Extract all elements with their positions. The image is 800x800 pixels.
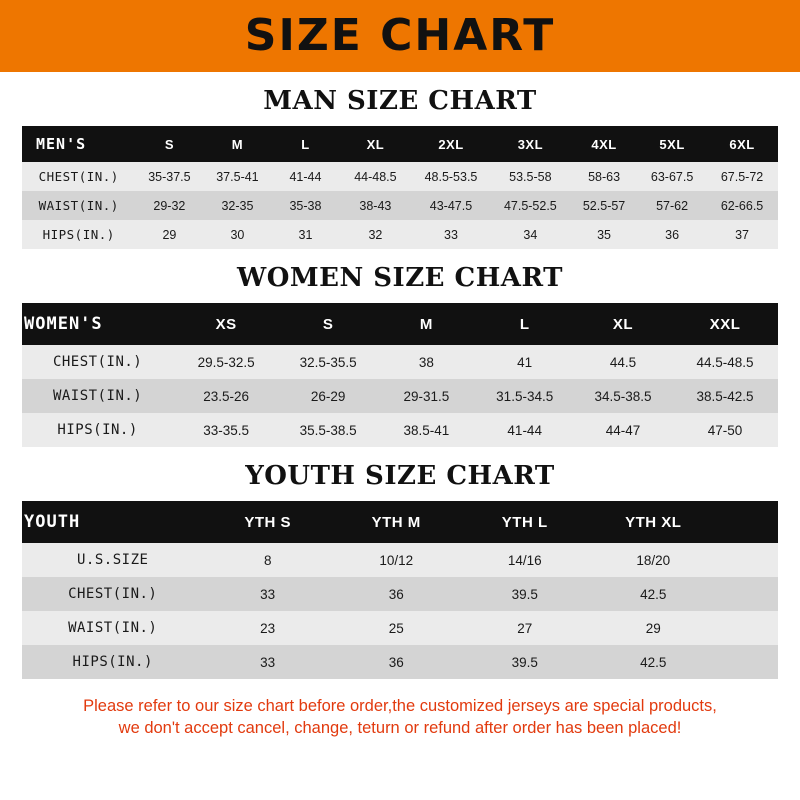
table-row (22, 543, 778, 577)
cell: 42.5 (589, 577, 718, 611)
row-label: CHEST(IN.) (22, 345, 173, 379)
cell: 10/12 (332, 543, 461, 577)
banner (0, 0, 800, 72)
cell: 42.5 (589, 645, 718, 679)
cell: 18/20 (589, 543, 718, 577)
youth-size-table (22, 501, 778, 679)
cell: 41-44 (271, 162, 339, 191)
header-cell-m: M (377, 303, 475, 345)
cell: 36 (638, 220, 706, 249)
header-cell-yth-xl: YTH XL (589, 501, 718, 543)
women-size-table (22, 303, 778, 447)
cell: 29.5-32.5 (173, 345, 279, 379)
cell: 62-66.5 (706, 191, 778, 220)
table-row (22, 191, 778, 220)
cell: 23 (203, 611, 332, 645)
row-label: CHEST(IN.) (22, 162, 135, 191)
cell: 47.5-52.5 (491, 191, 570, 220)
man-size-table (22, 126, 778, 249)
cell: 38-43 (339, 191, 411, 220)
women-section-title: WOMEN SIZE CHART (237, 263, 563, 293)
header-cell-yth-s: YTH S (203, 501, 332, 543)
cell: 41 (476, 345, 574, 379)
header-cell-label: WOMEN'S (22, 303, 173, 345)
cell: 43-47.5 (411, 191, 490, 220)
header-cell-spacer (718, 501, 779, 543)
table-row (22, 220, 778, 249)
row-label: HIPS(IN.) (22, 413, 173, 447)
cell: 8 (203, 543, 332, 577)
header-cell-4xl: 4XL (570, 126, 638, 162)
cell: 30 (203, 220, 271, 249)
cell: 38.5-41 (377, 413, 475, 447)
cell: 29-32 (135, 191, 203, 220)
footer-line-1: Please refer to our size chart before order,the customized jerseys are special products, (83, 697, 717, 715)
cell: 29-31.5 (377, 379, 475, 413)
cell: 35 (570, 220, 638, 249)
header-cell-m: M (203, 126, 271, 162)
table-row (22, 577, 778, 611)
cell: 39.5 (460, 577, 589, 611)
header-cell-2xl: 2XL (411, 126, 490, 162)
cell: 36 (332, 577, 461, 611)
cell: 38 (377, 345, 475, 379)
cell: 26-29 (279, 379, 377, 413)
cell: 41-44 (476, 413, 574, 447)
youth-section-title: YOUTH SIZE CHART (245, 461, 555, 491)
header-cell-label: YOUTH (22, 501, 203, 543)
cell: 29 (589, 611, 718, 645)
cell: 67.5-72 (706, 162, 778, 191)
table-row (22, 413, 778, 447)
cell: 52.5-57 (570, 191, 638, 220)
header-cell-s: S (279, 303, 377, 345)
cell: 33 (411, 220, 490, 249)
cell: 53.5-58 (491, 162, 570, 191)
cell: 44-48.5 (339, 162, 411, 191)
cell-spacer (718, 543, 779, 577)
footer-note (22, 695, 778, 740)
cell: 63-67.5 (638, 162, 706, 191)
header-cell-xl: XL (574, 303, 672, 345)
header-cell-yth-m: YTH M (332, 501, 461, 543)
cell-spacer (718, 577, 779, 611)
header-cell-yth-l: YTH L (460, 501, 589, 543)
row-label: HIPS(IN.) (22, 645, 203, 679)
cell: 44.5-48.5 (672, 345, 778, 379)
cell-spacer (718, 611, 779, 645)
header-cell-xl: XL (339, 126, 411, 162)
cell: 58-63 (570, 162, 638, 191)
page-title: SIZE CHART (244, 10, 556, 61)
cell: 33-35.5 (173, 413, 279, 447)
cell: 27 (460, 611, 589, 645)
header-cell-l: L (271, 126, 339, 162)
table-row (22, 611, 778, 645)
cell: 34 (491, 220, 570, 249)
cell: 38.5-42.5 (672, 379, 778, 413)
cell-spacer (718, 645, 779, 679)
cell: 39.5 (460, 645, 589, 679)
row-label: WAIST(IN.) (22, 379, 173, 413)
cell: 44-47 (574, 413, 672, 447)
table-row (22, 645, 778, 679)
cell: 34.5-38.5 (574, 379, 672, 413)
table-header-row (22, 303, 778, 345)
header-cell-l: L (476, 303, 574, 345)
cell: 57-62 (638, 191, 706, 220)
cell: 32-35 (203, 191, 271, 220)
row-label: WAIST(IN.) (22, 191, 135, 220)
table-header-row (22, 501, 778, 543)
header-cell-3xl: 3XL (491, 126, 570, 162)
cell: 32.5-35.5 (279, 345, 377, 379)
header-cell-xs: XS (173, 303, 279, 345)
cell: 35.5-38.5 (279, 413, 377, 447)
table-row (22, 162, 778, 191)
header-cell-label: MEN'S (22, 126, 135, 162)
cell: 33 (203, 645, 332, 679)
cell: 36 (332, 645, 461, 679)
table-row (22, 379, 778, 413)
footer-line-2: we don't accept cancel, change, teturn or refund after order has been placed! (118, 719, 682, 738)
cell: 23.5-26 (173, 379, 279, 413)
cell: 29 (135, 220, 203, 249)
cell: 44.5 (574, 345, 672, 379)
cell: 32 (339, 220, 411, 249)
cell: 47-50 (672, 413, 778, 447)
row-label: U.S.SIZE (22, 543, 203, 577)
cell: 25 (332, 611, 461, 645)
header-cell-xxl: XXL (672, 303, 778, 345)
table-row (22, 345, 778, 379)
cell: 33 (203, 577, 332, 611)
man-section-title: MAN SIZE CHART (263, 86, 537, 116)
cell: 35-38 (271, 191, 339, 220)
cell: 48.5-53.5 (411, 162, 490, 191)
table-header-row (22, 126, 778, 162)
row-label: WAIST(IN.) (22, 611, 203, 645)
row-label: HIPS(IN.) (22, 220, 135, 249)
cell: 14/16 (460, 543, 589, 577)
content (0, 86, 800, 740)
row-label: CHEST(IN.) (22, 577, 203, 611)
header-cell-s: S (135, 126, 203, 162)
cell: 35-37.5 (135, 162, 203, 191)
header-cell-6xl: 6XL (706, 126, 778, 162)
header-cell-5xl: 5XL (638, 126, 706, 162)
cell: 37.5-41 (203, 162, 271, 191)
cell: 37 (706, 220, 778, 249)
cell: 31 (271, 220, 339, 249)
cell: 31.5-34.5 (476, 379, 574, 413)
